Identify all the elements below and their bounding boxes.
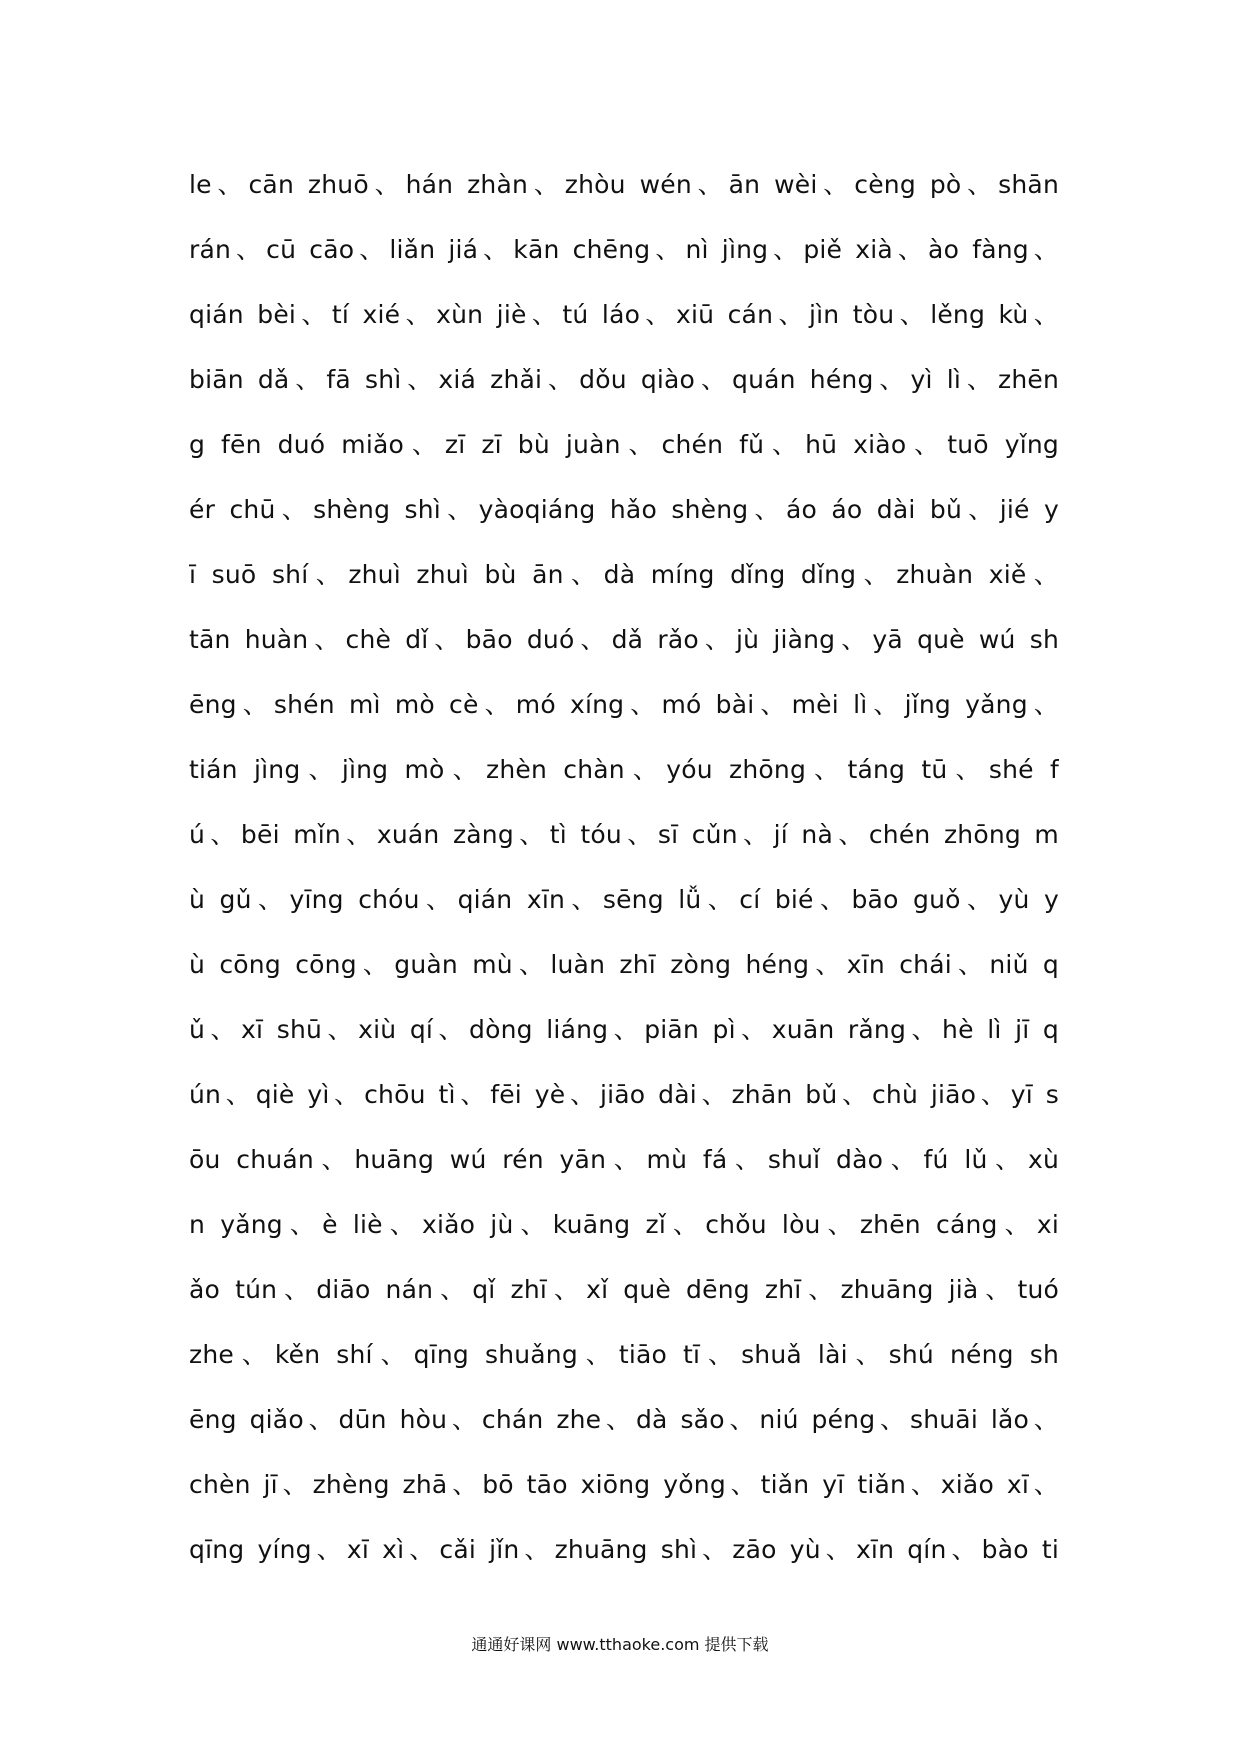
text-line: ǔ、xī shū、xiù qí、dòng liáng、piān pì、xuān rǎng、hè lì jī q [189, 1015, 1059, 1044]
text-line: ù gǔ、yīng chóu、qián xīn、sēng lǚ、cí bié、bāo guǒ、yù y [189, 885, 1059, 914]
text-line: ī suō shí、zhuì zhuì bù ān、dà míng dǐng dǐng、zhuàn xiě、 [189, 560, 1059, 589]
text-line: tián jìng、jìng mò、zhèn chàn、yóu zhōng、táng tū、shé f [189, 755, 1059, 784]
text-line: tān huàn、chè dǐ、bāo duó、dǎ rǎo、jù jiàng、yā què wú sh [189, 625, 1059, 654]
text-line: le、cān zhuō、hán zhàn、zhòu wén、ān wèi、cèng pò、shān [189, 170, 1059, 199]
text-line: ún、qiè yì、chōu tì、fēi yè、jiāo dài、zhān bǔ、chù jiāo、yī s [189, 1080, 1059, 1109]
text-line: chèn jī、zhèng zhā、bō tāo xiōng yǒng、tiǎn yī tiǎn、xiǎo xī、 [189, 1470, 1059, 1499]
text-line: ōu chuán、huāng wú rén yān、mù fá、shuǐ dào、fú lǔ、xù [189, 1145, 1059, 1174]
page-footer: 通通好课网 www.tthaoke.com 提供下载 [471, 1635, 769, 1654]
text-line: ú、bēi mǐn、xuán zàng、tì tóu、sī cǔn、jí nà、chén zhōng m [189, 820, 1059, 849]
text-line: ù cōng cōng、guàn mù、luàn zhī zòng héng、xīn chái、niǔ q [189, 950, 1059, 979]
text-line: ǎo tún、diāo nán、qǐ zhī、xǐ què dēng zhī、zhuāng jià、tuó [189, 1275, 1059, 1304]
text-line: n yǎng、è liè、xiǎo jù、kuāng zǐ、chǒu lòu、zhēn cáng、xi [189, 1210, 1059, 1239]
text-line: zhe、kěn shí、qīng shuǎng、tiāo tī、shuǎ lài、shú néng sh [189, 1340, 1059, 1369]
text-line: biān dǎ、fā shì、xiá zhǎi、dǒu qiào、quán héng、yì lì、zhēn [189, 365, 1059, 394]
text-line: ēng qiǎo、dūn hòu、chán zhe、dà sǎo、niú péng、shuāi lǎo、 [189, 1405, 1059, 1434]
text-line: qīng yíng、xī xì、cǎi jǐn、zhuāng shì、zāo yù、xīn qín、bào ti [189, 1535, 1059, 1564]
text-line: qián bèi、tí xié、xùn jiè、tú láo、xiū cán、jìn tòu、lěng kù、 [189, 300, 1059, 329]
text-line: ér chū、shèng shì、yàoqiáng hǎo shèng、áo áo dài bǔ、jié y [189, 495, 1059, 524]
pinyin-text-block [189, 160, 1059, 1590]
text-line: ēng、shén mì mò cè、mó xíng、mó bài、mèi lì、jǐng yǎng、 [189, 690, 1059, 719]
text-line: g fēn duó miǎo、zī zī bù juàn、chén fǔ、hū xiào、tuō yǐng [189, 430, 1059, 459]
text-line: rán、cū cāo、liǎn jiá、kān chēng、nì jìng、piě xià、ào fàng、 [189, 235, 1059, 264]
